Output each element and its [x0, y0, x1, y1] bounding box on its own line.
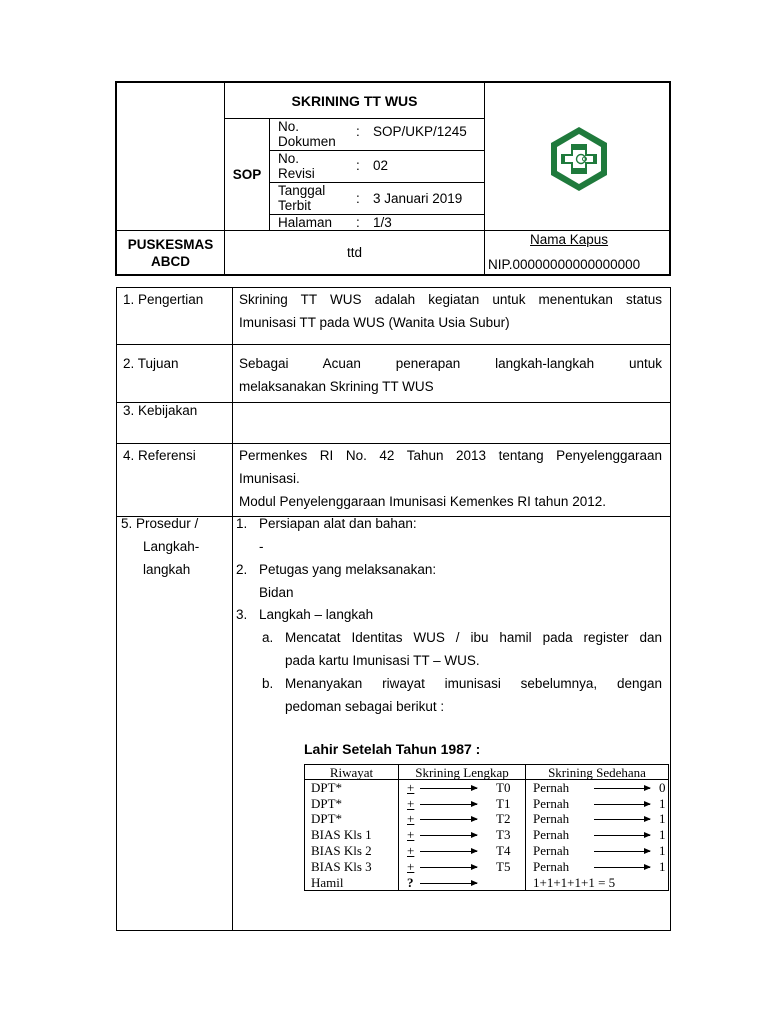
- table-cell-riwayat: DPT*: [311, 780, 343, 795]
- table-cell-score: 1: [659, 858, 666, 874]
- substep-b-line-1: Menanyakan riwayat imunisasi sebelumnya, dengan: [285, 676, 662, 691]
- column-header: Skrining Lengkap: [415, 765, 509, 780]
- step-petugas: Petugas yang melaksanakan:: [259, 562, 437, 577]
- section-label-kebijakan: 3. Kebijakan: [123, 403, 198, 418]
- step-number: 1.: [236, 516, 248, 531]
- arrow-icon: [594, 804, 650, 805]
- table-cell-simple: Pernah: [533, 858, 570, 874]
- column-header: Skrining Sedehana: [548, 765, 646, 780]
- field-value-no-dokumen: SOP/UKP/1245: [373, 124, 467, 139]
- table-cell-sign: +: [407, 842, 415, 858]
- table-cell-total: 1+1+1+1+1 = 5: [533, 875, 616, 890]
- step-number: 3.: [236, 607, 248, 622]
- arrow-icon: [420, 851, 477, 852]
- section-label-tujuan: 2. Tujuan: [123, 356, 179, 371]
- table-cell-score: 1: [659, 811, 666, 827]
- table-cell-code: T0: [496, 780, 511, 795]
- step-persiapan: Persiapan alat dan bahan:: [259, 516, 417, 531]
- arrow-icon: [420, 867, 477, 868]
- table-cell-score: 1: [659, 842, 666, 858]
- step-langkah: Langkah – langkah: [259, 607, 374, 622]
- referensi-line-3: Modul Penyelenggaraan Imunisasi Kemenkes RI tahun 2012.: [239, 494, 606, 509]
- org-name: [117, 231, 224, 274]
- field-value-no-revisi: 02: [373, 158, 389, 173]
- kapus-nip: NIP.00000000000000000: [488, 257, 641, 272]
- puskesmas-logo-icon: [544, 124, 614, 194]
- arrow-icon: [420, 788, 477, 789]
- section-label-pengertian: 1. Pengertian: [123, 292, 204, 307]
- pengertian-line-2: Imunisasi TT pada WUS (Wanita Usia Subur): [239, 315, 510, 330]
- table-cell-sign: +: [407, 811, 415, 827]
- table-cell-simple: Pernah: [533, 811, 570, 827]
- table-cell-simple: Pernah: [533, 795, 570, 811]
- step-petugas-sub: Bidan: [259, 585, 294, 600]
- field-colon: :: [356, 191, 360, 206]
- pengertian-line-1: Skrining TT WUS adalah kegiatan untuk menentukan status: [239, 292, 662, 307]
- doc-title: SKRINING TT WUS: [291, 92, 418, 109]
- table-cell-simple: Pernah: [533, 842, 570, 858]
- arrow-icon: [420, 883, 477, 884]
- table-cell-riwayat: BIAS Kls 1: [311, 827, 372, 843]
- section-label-prosedur: 5. Prosedur /: [121, 516, 199, 531]
- arrow-icon: [594, 788, 650, 789]
- substep-letter: b.: [262, 676, 274, 691]
- section-label-referensi: 4. Referensi: [123, 448, 196, 463]
- table-cell-riwayat: BIAS Kls 3: [311, 858, 372, 874]
- step-number: 2.: [236, 562, 248, 577]
- field-value-halaman: 1/3: [373, 215, 392, 230]
- arrow-icon: [594, 867, 650, 868]
- field-colon: :: [356, 215, 360, 230]
- table-cell-riwayat: BIAS Kls 2: [311, 842, 372, 858]
- arrow-icon: [594, 835, 650, 836]
- arrow-icon: [420, 804, 477, 805]
- table-cell-sign: ?: [407, 875, 414, 890]
- substep-a-line-1: Mencatat Identitas WUS / ibu hamil pada register dan: [285, 630, 662, 645]
- table-cell-score: 0: [659, 780, 666, 795]
- table-cell-simple: Pernah: [533, 780, 570, 795]
- arrow-icon: [594, 819, 650, 820]
- field-label-no-dokumen: No. Dokumen: [278, 119, 336, 149]
- table-title: Lahir Setelah Tahun 1987 :: [304, 741, 481, 757]
- sop-label: SOP: [232, 167, 262, 182]
- tujuan-line-1: Sebagai Acuan penerapan langkah-langkah untuk: [239, 356, 662, 371]
- step-persiapan-sub: -: [259, 539, 264, 554]
- table-cell-riwayat: Hamil: [311, 875, 344, 890]
- field-colon: :: [356, 124, 360, 139]
- field-value-tanggal-terbit: 3 Januari 2019: [373, 191, 463, 206]
- table-cell-riwayat: DPT*: [311, 811, 343, 827]
- column-header: Riwayat: [329, 765, 374, 780]
- org-line-2: ABCD: [151, 253, 190, 269]
- section-label-prosedur-2: Langkah-: [143, 539, 200, 554]
- tujuan-line-2: melaksanakan Skrining TT WUS: [239, 379, 434, 394]
- table-cell-sign: +: [407, 827, 415, 843]
- field-colon: :: [356, 158, 360, 173]
- table-cell-sign: +: [407, 795, 415, 811]
- table-cell-code: T3: [496, 827, 511, 843]
- table-cell-score: 1: [659, 827, 666, 843]
- referensi-line-2: Imunisasi.: [239, 471, 300, 486]
- kapus-title: Nama Kapus: [530, 232, 609, 247]
- signature-ttd: ttd: [346, 245, 362, 260]
- table-cell-score: 1: [659, 795, 666, 811]
- table-cell-code: T4: [496, 842, 511, 858]
- table-cell-sign: +: [407, 780, 415, 795]
- table-cell-code: T5: [496, 858, 511, 874]
- substep-a-line-2: pada kartu Imunisasi TT – WUS.: [285, 653, 480, 668]
- arrow-icon: [594, 851, 650, 852]
- table-cell-code: T2: [496, 811, 511, 827]
- field-label-tanggal-terbit: Tanggal Terbit: [278, 183, 326, 213]
- field-label-halaman: Halaman: [278, 215, 333, 230]
- substep-letter: a.: [262, 630, 274, 645]
- field-label-no-revisi: No. Revisi: [278, 151, 315, 181]
- section-label-prosedur-3: langkah: [143, 562, 191, 577]
- referensi-line-1: Permenkes RI No. 42 Tahun 2013 tentang Penyelenggaraan: [239, 448, 662, 463]
- table-cell-code: T1: [496, 795, 511, 811]
- table-cell-simple: Pernah: [533, 827, 570, 843]
- arrow-icon: [420, 835, 477, 836]
- org-line-1: PUSKESMAS: [127, 236, 214, 252]
- table-cell-sign: +: [407, 858, 415, 874]
- substep-b-line-2: pedoman sebagai berikut :: [285, 699, 445, 714]
- arrow-icon: [420, 819, 477, 820]
- table-cell-riwayat: DPT*: [311, 795, 343, 811]
